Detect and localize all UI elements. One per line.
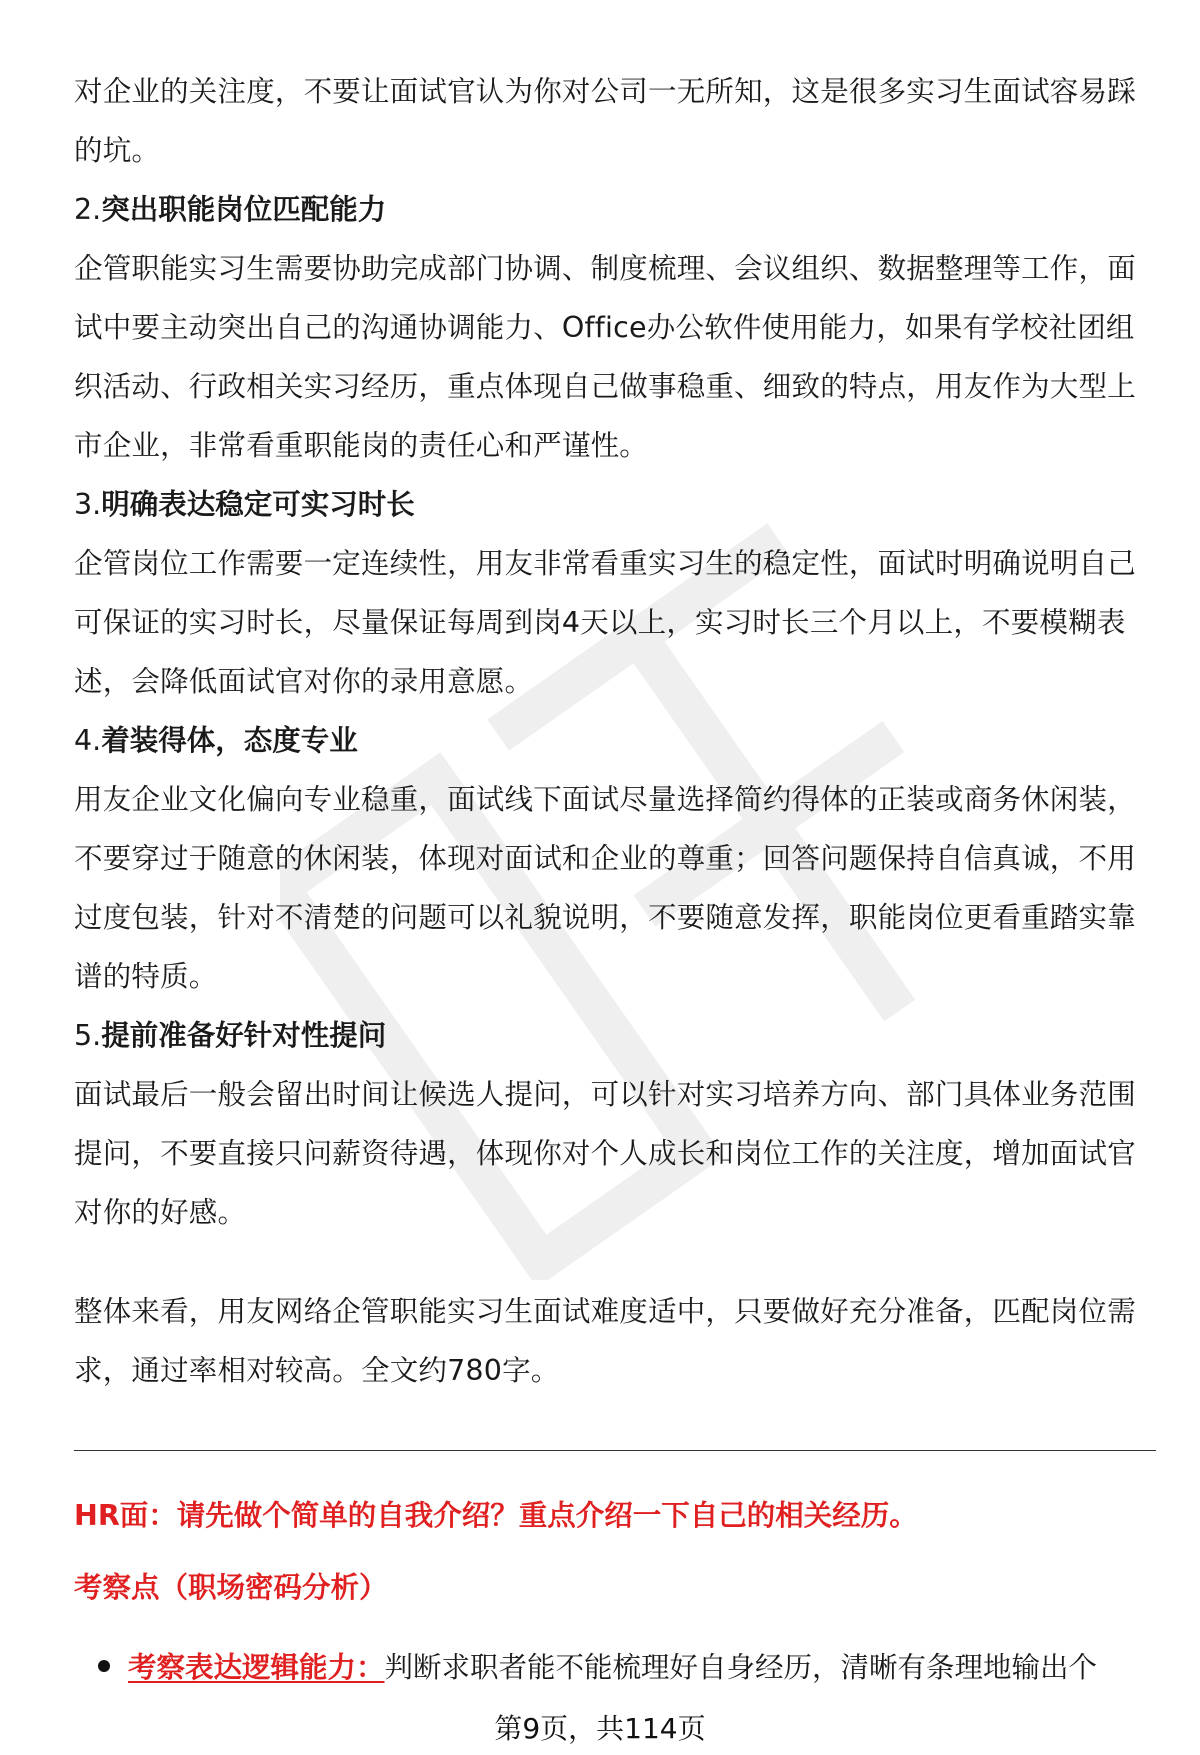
heading-2-number: 2. (74, 193, 102, 226)
heading-5-text: 提前准备好针对性提问 (101, 1019, 387, 1052)
hr-question: HR面：请先做个简单的自我介绍？重点介绍一下自己的相关经历。 (74, 1499, 918, 1532)
heading-4 (74, 711, 1156, 770)
heading-5-number: 5. (74, 1019, 102, 1052)
analysis-title: 考察点（职场密码分析） (74, 1571, 388, 1604)
paragraph-3: 企管岗位工作需要一定连续性，用友非常看重实习生的稳定性，面试时明确说明自己可保证的实习时长，尽量保证每周到岗4天以上，实习时长三个月以上，不要模糊表述，会降低面试官对你的录用意愿。 (74, 547, 1136, 698)
section-divider (74, 1450, 1156, 1451)
heading-5 (74, 1006, 1156, 1065)
paragraph-2: 企管职能实习生需要协助完成部门协调、制度梳理、会议组织、数据整理等工作，面试中要主动突出自己的沟通协调能力、Office办公软件使用能力，如果有学校社团组织活动、行政相关实习经历，重点体现自己做事稳重、细致的特点，用友作为大型上市企业，非常看重职能岗的责任心和严谨性。 (74, 252, 1136, 462)
bullet-key: 考察表达逻辑能力： (128, 1651, 385, 1684)
heading-3-text: 明确表达稳定可实习时长 (101, 488, 415, 521)
page-number: 第9页，共114页 (494, 1712, 706, 1745)
heading-3 (74, 475, 1156, 534)
paragraph-summary: 整体来看，用友网络企管职能实习生面试难度适中，只要做好充分准备，匹配岗位需求，通过率相对较高。全文约780字。 (74, 1295, 1136, 1387)
heading-2-text: 突出职能岗位匹配能力 (101, 193, 387, 226)
paragraph-intro: 对企业的关注度，不要让面试官认为你对公司一无所知，这是很多实习生面试容易踩的坑。 (74, 75, 1136, 167)
bullet-icon (98, 1660, 110, 1672)
paragraph-4: 用友企业文化偏向专业稳重，面试线下面试尽量选择简约得体的正装或商务休闲装，不要穿过于随意的休闲装，体现对面试和企业的尊重；回答问题保持自信真诚，不用过度包装，针对不清楚的问题可以礼貌说明，不要随意发挥，职能岗位更看重踏实靠谱的特质。 (74, 783, 1136, 993)
bullet-text: 判断求职者能不能梳理好自身经历，清晰有条理地输出个 (384, 1651, 1098, 1684)
heading-4-text: 着装得体，态度专业 (101, 724, 358, 757)
list-item (98, 1648, 1158, 1688)
heading-4-number: 4. (74, 724, 102, 757)
paragraph-5: 面试最后一般会留出时间让候选人提问，可以针对实习培养方向、部门具体业务范围提问，不要直接只问薪资待遇，体现你对个人成长和岗位工作的关注度，增加面试官对你的好感。 (74, 1078, 1136, 1229)
document-body (74, 62, 1156, 1400)
spacer (74, 1242, 1156, 1282)
heading-3-number: 3. (74, 488, 102, 521)
heading-2 (74, 180, 1156, 239)
